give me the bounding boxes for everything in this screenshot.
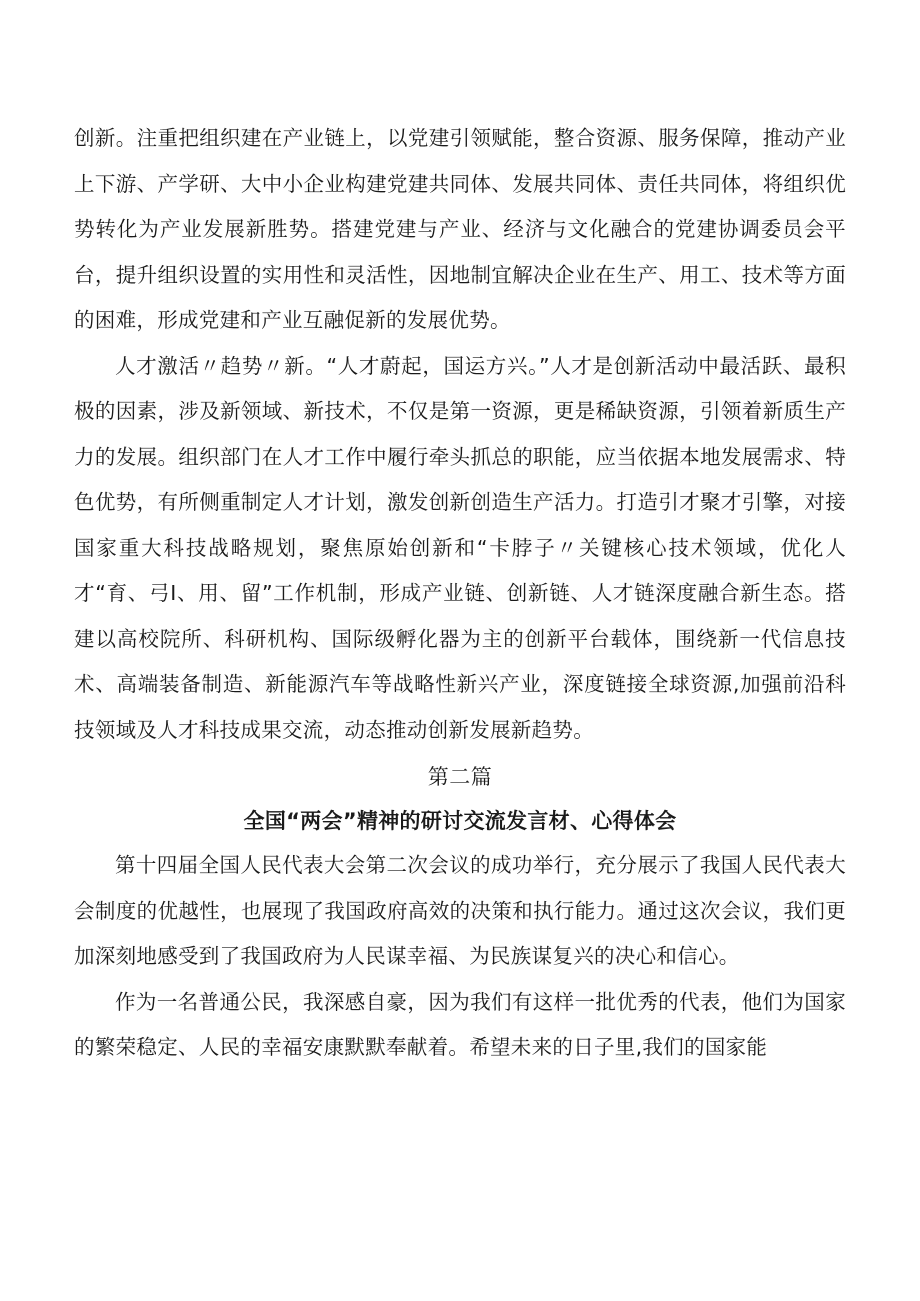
paragraph-party-building: 创新。注重把组织建在产业链上，以党建引领赋能，整合资源、服务保障，推动产业上下游、产学研、大中小企业构建党建共同体、发展共同体、责任共同体，将组织优势转化为产业发展新胜势。搭建党建与产业、经济与文化融合的党建协调委员会平台，提升组织设置的实用性和灵活性，因地制宜解决企业在生产、用工、技术等方面的困难，形成党建和产业互融促新的发展优势。 bbox=[74, 126, 846, 332]
paragraph-npc-session: 第十四届全国人民代表大会第二次会议的成功举行，充分展示了我国人民代表大会制度的优越性，也展现了我国政府高效的决策和执行能力。通过这次会议，我们更加深刻地感受到了我国政府为人民谋幸福、为民族谋复兴的决心和信心。 bbox=[74, 853, 846, 968]
paragraph-citizen-pride: 作为一名普通公民，我深感自豪，因为我们有这样一批优秀的代表，他们为国家的繁荣稳定、人民的幸福安康默默奉献着。希望未来的日子里,我们的国家能 bbox=[74, 989, 846, 1059]
section-header bbox=[74, 755, 846, 843]
paragraph-talent-activation: 人才激活〃趋势〃新。“人才蔚起，国运方兴。”人才是创新活动中最活跃、最积极的因素，涉及新领域、新技术，不仅是第一资源，更是稀缺资源，引领着新质生产力的发展。组织部门在人才工作中履行牵头抓总的职能，应当依据本地发展需求、特色优势，有所侧重制定人才计划，激发创新创造生产活力。打造引才聚才引擎，对接国家重大科技战略规划，聚焦原始创新和“卡脖子〃关键核心技术领域，优化人才“育、弓I、用、留”工作机制，形成产业链、创新链、人才链深度融合新生态。搭建以高校院所、科研机构、国际级孵化器为主的创新平台载体，围绕新一代信息技术、高端装备制造、新能源汽车等战略性新兴产业，深度链接全球资源,加强前沿科技领域及人才科技成果交流，动态推动创新发展新趋势。 bbox=[74, 353, 846, 742]
section-label: 第二篇 bbox=[427, 765, 493, 789]
document-page bbox=[74, 116, 846, 1071]
section-title: 全国“两会”精神的研讨交流发言材、心得体会 bbox=[243, 809, 677, 833]
